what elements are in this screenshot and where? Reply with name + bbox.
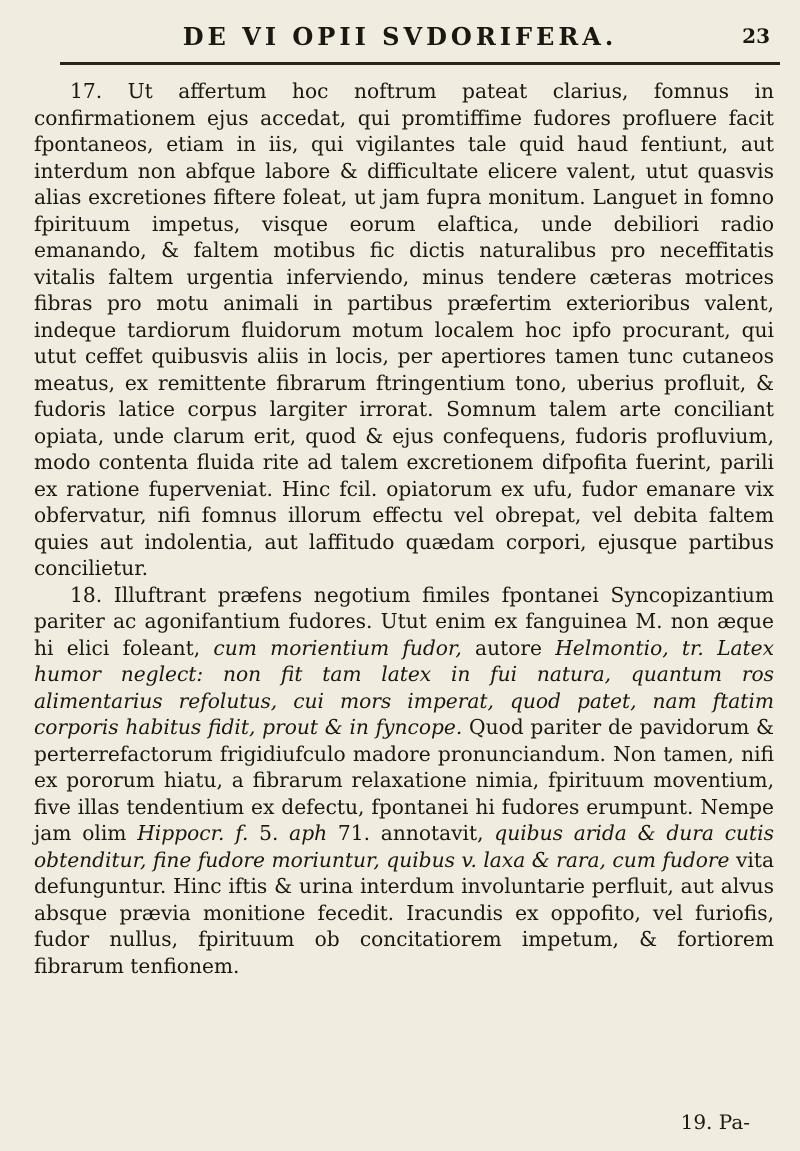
- text-run: 5.: [248, 821, 290, 845]
- text-run: Illuftrant præfens negotium fimiles fpontanei Syncopizantium pariter ac agonifantium fudores. Utut enim ex fanguinea M. non æque hi elici foleant,: [34, 582, 774, 660]
- page-number: 23: [742, 24, 770, 48]
- paragraph-number: 18.: [70, 582, 114, 607]
- text-run: 71. annotavit,: [327, 821, 495, 845]
- paragraph: [34, 582, 774, 980]
- running-head: DE VI OPII SVDORIFERA.: [182, 22, 618, 51]
- italic-text: aph: [289, 821, 328, 845]
- paragraph-number: 17.: [70, 79, 128, 103]
- italic-text: quibus arida & dura cutis obtenditur, fine fudore moriuntur, quibus v. laxa & rara, cum fudore: [34, 821, 774, 872]
- text-run: Quod pariter de pavidorum & perterrefactorum frigidiufculo madore pronunciandum. Non tamen, nifi ex pororum hiatu, a fibrarum relaxatione nimia, fpirituum moventium, five illas tendentium ex defectu, fpontanei hi fudores erumpunt. Nempe jam olim: [34, 715, 774, 845]
- page-header: [0, 18, 800, 58]
- italic-text: Helmontio, tr. Latex humor neglect: non fit tam latex in fui natura, quantum ros alimentarius refolutus, cui mors imperat, quod patet, nam ftatim corporis habitus fidit, prout & in fyncope.: [34, 635, 774, 739]
- paragraph: [34, 78, 774, 582]
- header-rule: [60, 62, 780, 65]
- catchword: 19. Pa-: [680, 1110, 750, 1134]
- text-run: Ut affertum hoc noftrum pateat clarius, fomnus in confirmationem ejus accedat, qui promtiffime fudores profluere facit fpontaneos, etiam in iis, qui vigilantes tale quid haud fentiunt, aut interdum non abfque labore & difficultate elicere valent, utut quasvis alias excretiones fiftere foleat, ut jam fupra monitum. Languet in fomno fpirituum impetus, visque eorum elaftica, unde debiliori radio emanando, & faltem motibus fic dictis naturalibus pro neceffitatis vitalis faltem urgentia inferviendo, minus tendere cæteras motrices fibras pro motu animali in partibus præfertim exterioribus valent, indeque tardiorum fluidorum motum localem hoc ipfo procurant, qui utut ceffet quibusvis aliis in locis, per apertiores tamen tunc cutaneos meatus, ex remittente fibrarum ftringentium tono, uberius profluit, & fudoris latice corpus largiter irrorat. Somnum talem arte conciliant opiata, unde clarum erit, quod & ejus confequens, fudoris profluvium, modo contenta fluida rite ad talem excretionem difpofita fuerint, parili ex ratione fuperveniat. Hinc fcil. opiatorum ex ufu, fudor emanare vix obfervatur, nifi fomnus illorum effectu vel obrepat, vel debita faltem quies aut indolentia, aut laffitudo quædam corpori, ejusque partibus concilietur.: [34, 79, 774, 580]
- italic-text: Hippocr. f.: [137, 821, 249, 845]
- text-run: autore: [461, 635, 556, 660]
- italic-text: cum morientium fudor,: [213, 635, 462, 660]
- text-run: vita defunguntur. Hinc iftis & urina interdum involuntarie perfluit, aut alvus absque prævia monitione fecedit. Iracundis ex oppofito, vel furiofis, fudor nullus, fpirituum ob concitatiorem impetum, & fortiorem fibrarum tenfionem.: [34, 847, 774, 978]
- text-body: [34, 78, 774, 979]
